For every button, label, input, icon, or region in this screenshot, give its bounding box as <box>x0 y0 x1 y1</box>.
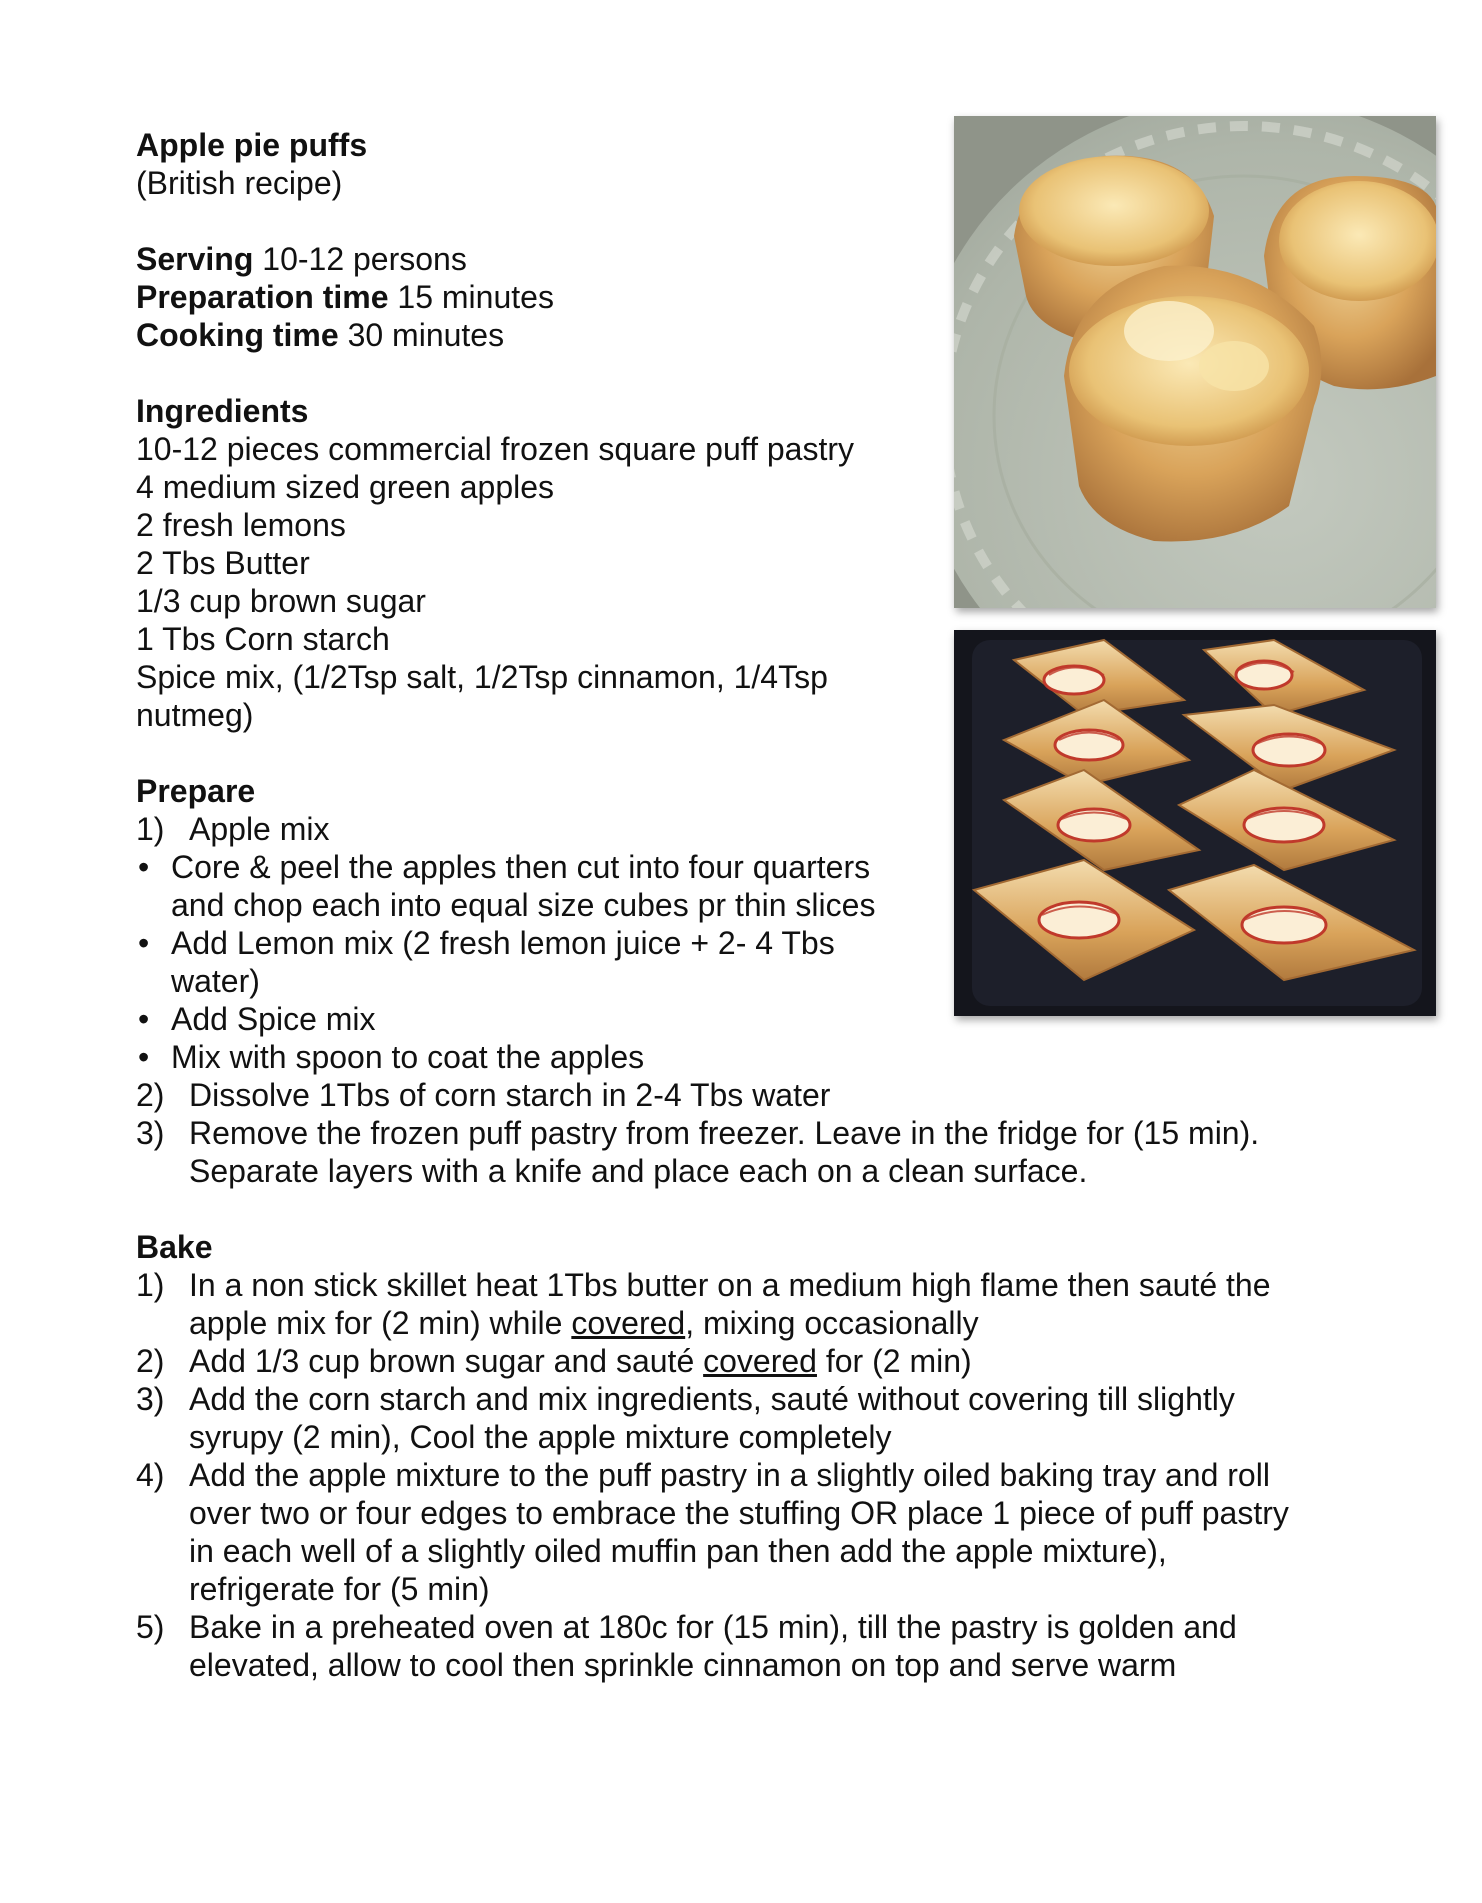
apple-pie-puffs-photo <box>954 116 1436 608</box>
underlined-word: covered <box>571 1305 686 1341</box>
step-text: Dissolve 1Tbs of corn starch in 2-4 Tbs water <box>189 1077 831 1113</box>
step-number: 1) <box>136 1267 165 1303</box>
bullet-icon: • <box>138 1039 150 1075</box>
bullet-icon: • <box>138 925 150 961</box>
ingredient-item: Spice mix, (1/2Tsp salt, 1/2Tsp cinnamon, 1/4Tsp <box>136 659 828 695</box>
ingredient-item: 1/3 cup brown sugar <box>136 583 426 619</box>
step-text: In a non stick skillet heat 1Tbs butter on a medium high flame then sauté the <box>189 1267 1271 1303</box>
bake-step-5 <box>136 1608 1356 1684</box>
step-text-part: apple mix for (2 min) while <box>189 1305 572 1341</box>
bullet-text: and chop each into equal size cubes pr thin slices <box>171 887 876 923</box>
prepare-step-3 <box>136 1114 1356 1190</box>
step-text: in each well of a slightly oiled muffin pan then add the apple mixture), <box>189 1533 1167 1569</box>
bullet-text: Add Lemon mix (2 fresh lemon juice + 2- 4 Tbs <box>171 925 835 961</box>
step-text: Apple mix <box>189 811 330 847</box>
bake-heading: Bake <box>136 1229 213 1265</box>
step-text: Remove the frozen puff pastry from freezer. Leave in the fridge for (15 min). <box>189 1115 1260 1151</box>
bullet-text: Add Spice mix <box>171 1001 376 1037</box>
ingredients-heading: Ingredients <box>136 393 309 429</box>
apple-pastries-tray-photo <box>954 630 1436 1016</box>
step-text <box>189 1304 1356 1342</box>
step-text: elevated, allow to cool then sprinkle cinnamon on top and serve warm <box>189 1647 1177 1683</box>
underlined-word: covered <box>703 1343 817 1379</box>
bullet-text: Core & peel the apples then cut into four quarters <box>171 849 871 885</box>
step-number: 4) <box>136 1457 165 1493</box>
cook-time-label: Cooking time <box>136 317 339 353</box>
step-text: syrupy (2 min), Cool the apple mixture completely <box>189 1419 892 1455</box>
step-number: 3) <box>136 1115 165 1151</box>
step-text: over two or four edges to embrace the stuffing OR place 1 piece of puff pastry <box>189 1495 1289 1531</box>
step-text-part: , mixing occasionally <box>685 1305 979 1341</box>
step-number: 2) <box>136 1343 165 1379</box>
ingredient-item: 2 fresh lemons <box>136 507 346 543</box>
step-text: Add the apple mixture to the puff pastry in a slightly oiled baking tray and roll <box>189 1457 1270 1493</box>
step-number: 3) <box>136 1381 165 1417</box>
step-number: 1) <box>136 811 165 847</box>
ingredient-item: 4 medium sized green apples <box>136 469 555 505</box>
bullet-icon: • <box>138 849 150 885</box>
serving-label: Serving <box>136 241 254 277</box>
step-text: refrigerate for (5 min) <box>189 1571 490 1607</box>
prepare-heading: Prepare <box>136 773 256 809</box>
recipe-title: Apple pie puffs <box>136 127 368 163</box>
ingredient-item: 10-12 pieces commercial frozen square puff pastry <box>136 431 854 467</box>
prep-time-value: 15 minutes <box>397 279 554 315</box>
ingredient-item: 1 Tbs Corn starch <box>136 621 390 657</box>
prep-time-label: Preparation time <box>136 279 389 315</box>
step-text: Separate layers with a knife and place each on a clean surface. <box>189 1153 1088 1189</box>
ingredient-item: nutmeg) <box>136 697 254 733</box>
ingredient-item: 2 Tbs Butter <box>136 545 310 581</box>
bullet-text: Mix with spoon to coat the apples <box>171 1039 645 1075</box>
plate-image <box>954 116 1436 608</box>
bullet-icon: • <box>138 1001 150 1037</box>
bake-step-4 <box>136 1456 1356 1608</box>
step-number: 2) <box>136 1077 165 1113</box>
prepare-bullet <box>136 1038 1356 1076</box>
bullet-text: water) <box>171 963 260 999</box>
cook-time-value: 30 minutes <box>347 317 505 353</box>
step-text <box>136 1342 1356 1380</box>
tray-image <box>954 630 1436 1016</box>
step-text-part: Add 1/3 cup brown sugar and sauté <box>189 1343 704 1379</box>
bake-step-1 <box>136 1266 1356 1342</box>
step-number: 5) <box>136 1609 165 1645</box>
bake-step-3 <box>136 1380 1356 1456</box>
bake-step-2 <box>136 1342 1356 1380</box>
step-text-part: for (2 min) <box>816 1343 972 1379</box>
recipe-subtitle: (British recipe) <box>136 165 343 201</box>
prepare-step-2 <box>136 1076 1356 1114</box>
step-text: Bake in a preheated oven at 180c for (15 min), till the pastry is golden and <box>189 1609 1237 1645</box>
serving-value: 10-12 persons <box>262 241 467 277</box>
step-text: Add the corn starch and mix ingredients, sauté without covering till slightly <box>189 1381 1235 1417</box>
